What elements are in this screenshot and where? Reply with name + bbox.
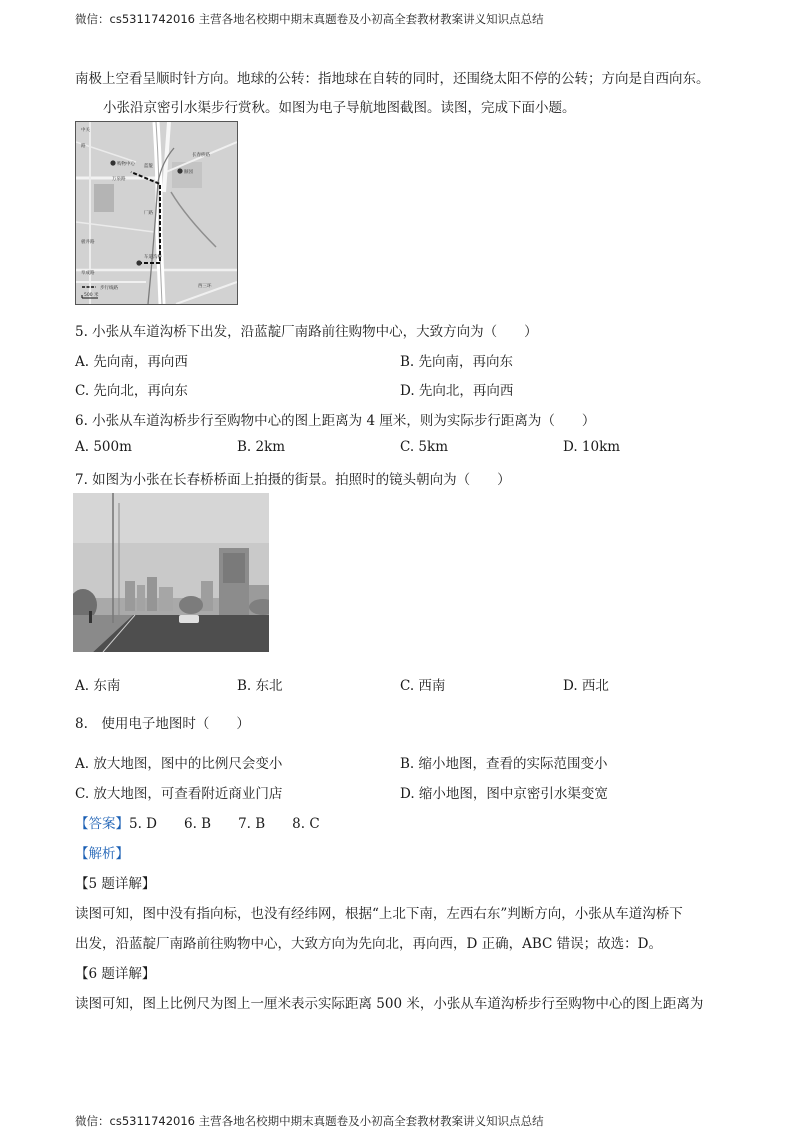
- q7-option-d[interactable]: D. 西北: [563, 678, 609, 694]
- q5-option-a[interactable]: A. 先向南，再向西: [75, 354, 188, 370]
- map-scale-label: 500 米: [84, 293, 99, 298]
- answer-row: [75, 812, 320, 832]
- map-legend-route: 步行线路: [100, 286, 118, 291]
- q7-option-b[interactable]: B. 东北: [237, 678, 283, 694]
- navigation-map: [75, 121, 238, 305]
- q8-option-b[interactable]: B. 缩小地图，查看的实际范围变小: [400, 756, 608, 772]
- intro-line: 南极上空看呈顺时针方向。地球的公转：指地球在自转的同时，还围绕太阳不停的公转；方向是自西向东。: [75, 71, 710, 87]
- q5-option-b[interactable]: B. 先向南，再向东: [400, 354, 514, 370]
- detail-5-line-1: 读图可知，图中没有指向标，也没有经纬网，根据“上北下南，左西右东”判断方向，小张从车道沟桥下: [75, 906, 683, 922]
- question-6-stem: 6. 小张从车道沟桥步行至购物中心的图上距离为 4 厘米，则为实际步行距离为（ ）: [75, 413, 596, 429]
- map-label-road: 路: [81, 144, 86, 149]
- map-label-wanquan: 万泉路: [112, 177, 126, 182]
- map-label-fucheng: 阜成路: [81, 271, 95, 276]
- q6-option-c[interactable]: C. 5km: [400, 439, 449, 455]
- question-8-stem: 8. 使用电子地图时（ ）: [75, 716, 250, 732]
- street-photo: [73, 493, 269, 652]
- map-label-mall: 购物中心: [117, 162, 135, 167]
- q8-option-c[interactable]: C. 放大地图，可查看附近商业门店: [75, 786, 283, 802]
- q7-option-c[interactable]: C. 西南: [400, 678, 446, 694]
- detail-5-title: 【5 题详解】: [75, 876, 156, 892]
- page-footer: 微信：cs5311742016 主营各地名校期中期末真题卷及小初高全套教材教案讲义知识点总结: [75, 1114, 544, 1128]
- page-header: 微信：cs5311742016 主营各地名校期中期末真题卷及小初高全套教材教案讲义知识点总结: [75, 12, 544, 26]
- q5-option-d[interactable]: D. 先向北，再向西: [400, 383, 514, 399]
- question-5-stem: 5. 小张从车道沟桥下出发，沿蓝靛厂南路前往购物中心，大致方向为（ ）: [75, 324, 538, 340]
- answer-values: 5. D 6. B 7. B 8. C: [129, 816, 320, 832]
- detail-6-line-1: 读图可知，图上比例尺为图上一厘米表示实际距离 500 米，小张从车道沟桥步行至购物中心的图上距离为: [75, 996, 704, 1012]
- q5-option-c[interactable]: C. 先向北，再向东: [75, 383, 188, 399]
- map-label-banjing: 板井路: [81, 240, 95, 245]
- answer-tag: 【答案】: [75, 816, 129, 832]
- map-label-bridge: 车道沟桥: [144, 255, 162, 260]
- q6-option-d[interactable]: D. 10km: [563, 439, 621, 455]
- detail-5-line-2: 出发，沿蓝靛厂南路前往购物中心，大致方向为先向北，再向西，D 正确，ABC 错误；故选：D。: [75, 936, 662, 952]
- q8-option-a[interactable]: A. 放大地图，图中的比例尺会变小: [75, 756, 283, 772]
- map-label-zhongguancun: 中关: [81, 128, 90, 133]
- scenario-text: 小张沿京密引水渠步行赏秋。如图为电子导航地图截图。读图，完成下面小题。: [103, 100, 576, 116]
- analysis-tag: 【解析】: [75, 846, 129, 862]
- map-label-changchun: 长春桥路: [192, 153, 210, 158]
- map-label-garden: 颐园: [184, 170, 193, 175]
- map-label-lanyin: 蓝靛: [144, 164, 153, 169]
- map-label-factory-road: 厂路: [144, 211, 153, 216]
- q8-option-d[interactable]: D. 缩小地图，图中京密引水渠变宽: [400, 786, 608, 802]
- question-7-stem: 7. 如图为小张在长春桥桥面上拍摄的街景。拍照时的镜头朝向为（ ）: [75, 472, 511, 488]
- map-label-xisanhuan: 西三环: [198, 284, 212, 289]
- detail-6-title: 【6 题详解】: [75, 966, 156, 982]
- q6-option-b[interactable]: B. 2km: [237, 439, 286, 455]
- q7-option-a[interactable]: A. 东南: [75, 678, 121, 694]
- q6-option-a[interactable]: A. 500m: [75, 439, 132, 455]
